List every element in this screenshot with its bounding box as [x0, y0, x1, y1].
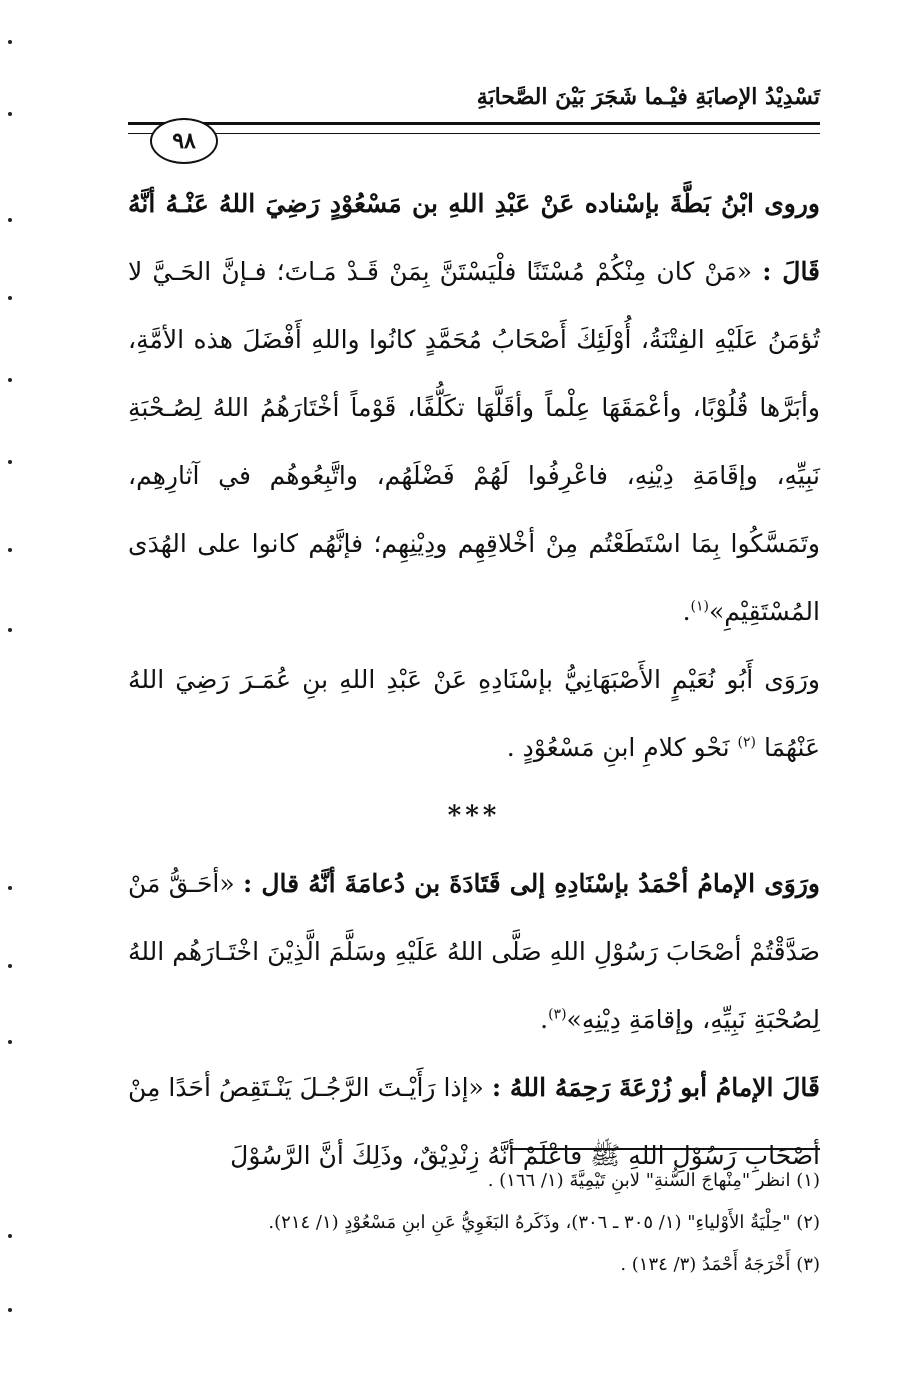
footnote-ref[interactable]: (١)	[690, 598, 709, 615]
scan-mark	[8, 1234, 12, 1238]
footnote-rule	[512, 1148, 820, 1150]
section-separator: ***	[447, 801, 501, 831]
running-header-title: تَسْدِيْدُ الإصابَةِ فيْـما شَجَرَ بَيْنَ الصَّحابَةِ	[476, 84, 820, 110]
quote-text: «أحَـقُّ مَنْ صَدَّقْتُمْ أصْحَابَ رَسُوْلِ اللهِ صَلَّى اللهُ عَلَيْهِ وسَلَّمَ الَّذِيْنَ اخْتَـارَهُم اللهُ لِصُحْبَةِ نَبِيِّهِ، وإقامَةِ دِيْنِهِ»	[128, 869, 820, 1034]
footnote-item: (٢) "حِلْيَةُ الأَوْلياءِ" (١/ ٣٠٥ ـ ٣٠٦)، وذَكَرهُ البَغَوِيُّ عَنِ ابنِ مَسْعُوْدٍ (١/ ٢١٤).	[268, 1212, 820, 1233]
body-text	[128, 170, 820, 1190]
scan-mark	[8, 112, 12, 116]
scan-mark	[8, 296, 12, 300]
paragraph-text: ورَوَى أَبُو نُعَيْمٍ الأَصْبَهَانِيُّ بإسْنَادِهِ عَنْ عَبْدِ اللهِ بنِ عُمَـرَ رَضِيَ اللهُ عَنْهُمَا	[128, 665, 820, 762]
footnote-ref[interactable]: (٣)	[548, 1006, 567, 1023]
scan-mark	[8, 460, 12, 464]
paragraph-lead: قَالَ الإمامُ أبو زُرْعَةَ رَحِمَهُ اللهُ :	[491, 1073, 820, 1102]
page-number: ٩٨	[150, 118, 218, 164]
footnote-item: (١) انظر "مِنْهاجَ السُّنةِ" لابنِ تَيْمِيَّةَ (١/ ١٦٦) .	[487, 1170, 820, 1191]
paragraph-tail: نَحْو كلامِ ابنِ مَسْعُوْدٍ .	[506, 733, 730, 762]
scan-mark	[8, 548, 12, 552]
quote-text: «إذا رَأَيْـتَ الرَّجُـلَ يَنْـتَقِصُ أحَدًا مِنْ أصْحَابِ رَسُوْلِ اللهِ ﷺ فاعْلَمْ أنَّهُ زِنْدِيْقٌ، وذَلِكَ أنَّ الرَّسُوْلَ	[128, 1073, 820, 1170]
scan-mark	[8, 964, 12, 968]
scan-mark	[8, 40, 12, 44]
scan-mark	[8, 886, 12, 890]
footnote-item: (٣) أَخْرَجَهُ أَحْمَدُ (٣/ ١٣٤) .	[620, 1254, 820, 1275]
paragraph-tail: .	[540, 1005, 549, 1034]
scan-mark	[8, 218, 12, 222]
paragraph-abu-nuaym	[128, 646, 820, 782]
paragraph-ibn-battah: وروى ابْنُ بَطَّةَ بإسْناده عَنْ عَبْدِ اللهِ بن مَسْعُوْدٍ رَضِيَ اللهُ عَنْـهُ أنَّهُ قَالَ : «مَنْ كان مِنْكُمْ مُسْتَنًا فلْيَسْتَنَّ بِمَنْ قَـدْ مَـاتَ؛ فـإنَّ الحَـيَّ لا تُؤمَنُ عَلَيْهِ الفِتْنَةُ، أُوْلَئِكَ أَصْحَابُ مُحَمَّدٍ كانُوا واللهِ أَفْضَلَ هذه الأمَّةِ، وأبَرَّها قُلُوْبًا، وأعْمَقَهَا عِلْماً وأقَلَّهَا تكَلُّفًا، قَوْماً أخْتَارَهُمُ اللهُ لِصُـحْبَةِ نَبِيِّهِ، وإقَامَةِ دِيْنِهِ، فاعْرِفُوا لَهُمْ فَضْلَهُم، واتَّبِعُوهُم في آثارِهِم، وتَمَسَّكُوا بِمَا اسْتَطَعْتُم مِنْ أخْلاقِهِم ودِيْنِهِم؛ فإنَّهُم كانوا على الهُدَى المُسْتَقِيْمِ»$^{(١)}$.	[128, 189, 821, 626]
paragraph-lead: وروى ابْنُ بَطَّةَ بإسْناده عَنْ عَبْدِ اللهِ بن مَسْعُوْدٍ رَضِيَ اللهُ عَنْـهُ أنَّهُ قَالَ :	[128, 189, 821, 286]
header-rule	[128, 122, 820, 134]
scan-mark	[8, 628, 12, 632]
quote-text: «مَنْ كان مِنْكُمْ مُسْتَنًا فلْيَسْتَنَّ بِمَنْ قَـدْ مَـاتَ؛ فـإنَّ الحَـيَّ لا تُؤمَنُ عَلَيْهِ الفِتْنَةُ، أُوْلَئِكَ أَصْحَابُ مُحَمَّدٍ كانُوا واللهِ أَفْضَلَ هذه الأمَّةِ، وأبَرَّها قُلُوْبًا، وأعْمَقَهَا عِلْماً وأقَلَّهَا تكَلُّفًا، قَوْماً أخْتَارَهُمُ اللهُ لِصُـحْبَةِ نَبِيِّهِ، وإقَامَةِ دِيْنِهِ، فاعْرِفُوا لَهُمْ فَضْلَهُم، واتَّبِعُوهُم في آثارِهِم، وتَمَسَّكُوا بِمَا اسْتَطَعْتُم مِنْ أخْلاقِهِم ودِيْنِهِم؛ فإنَّهُم كانوا على الهُدَى المُسْتَقِيْمِ»	[128, 257, 820, 626]
scan-mark	[8, 1308, 12, 1312]
paragraph-imam-ahmad	[128, 850, 820, 1054]
footnotes	[128, 1160, 820, 1286]
scan-mark	[8, 1040, 12, 1044]
paragraph-lead: ورَوَى الإمامُ أحْمَدُ بإسْنَادِهِ إلى قَتَادَةَ بن دُعامَةَ أنَّهُ قال :	[243, 869, 820, 898]
book-page	[128, 78, 820, 1318]
footnote-ref[interactable]: (٢)	[737, 734, 756, 751]
scan-mark	[8, 378, 12, 382]
